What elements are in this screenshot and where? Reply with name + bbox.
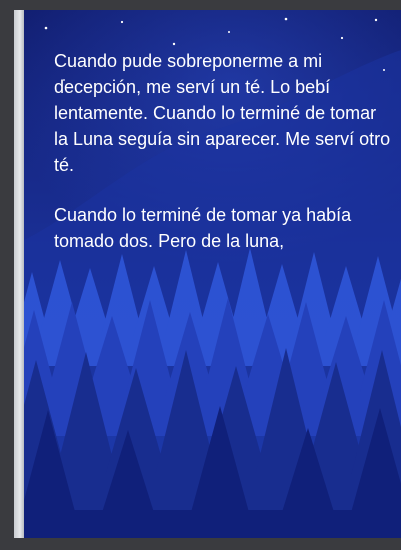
- page-stack-edge: [14, 10, 24, 538]
- star: [121, 21, 123, 23]
- book-page[interactable]: [24, 10, 401, 538]
- story-text: [54, 48, 394, 278]
- star: [228, 31, 230, 33]
- star: [341, 37, 343, 39]
- star: [285, 18, 288, 21]
- star: [45, 27, 48, 30]
- star: [173, 43, 175, 45]
- story-paragraph: Cuando pude sobreponerme a mi decepción, me serví un té. Lo bebí lentamente. Cuando lo terminé de tomar la Luna seguía sin aparecer. Me serví otro té.: [54, 51, 391, 175]
- star: [375, 19, 377, 21]
- story-paragraph: Cuando lo terminé de tomar ya había tomado dos. Pero de la luna,: [54, 205, 352, 251]
